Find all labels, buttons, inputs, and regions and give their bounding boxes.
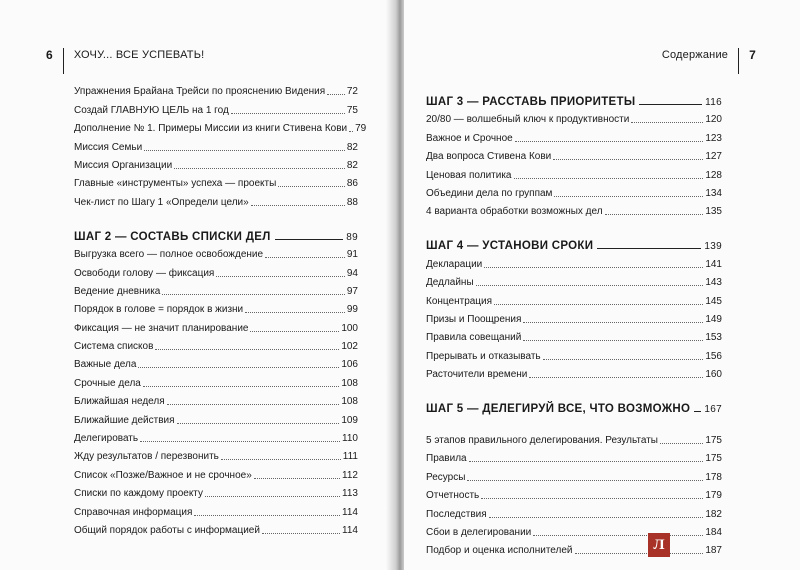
toc-entry-page: 94 [346, 267, 358, 279]
section-title: ШАГ 2 — СОСТАВЬ СПИСКИ ДЕЛ [74, 230, 271, 243]
toc-entry-title: Последствия [426, 508, 487, 520]
dot-leader [514, 178, 704, 179]
toc-entry-page: 120 [705, 114, 722, 126]
dot-leader [481, 498, 703, 499]
toc-entry-title: Создай ГЛАВНУЮ ЦЕЛЬ на 1 год [74, 104, 229, 116]
right-running-title: Содержание [661, 49, 729, 61]
toc-entry-title: Призы и Поощрения [426, 313, 522, 325]
toc-entry-title: Ближайшие действия [74, 414, 175, 426]
toc-entry-page: 113 [342, 488, 358, 500]
head-divider [738, 48, 739, 74]
toc-entry-title: Дедлайны [426, 277, 474, 289]
section-title: ШАГ 3 — РАССТАВЬ ПРИОРИТЕТЫ [426, 96, 636, 108]
toc-entry-title: Выгрузка всего — полное освобождение [74, 249, 264, 261]
dot-leader [162, 294, 345, 295]
dot-leader [177, 423, 340, 424]
toc-entry-title: Объедини дела по группам [426, 187, 553, 199]
toc-entry-page: 111 [342, 451, 358, 463]
toc-entry-title: Миссия Организации [74, 159, 173, 171]
toc-entry [74, 353, 358, 371]
toc-entry-page: 109 [341, 414, 358, 426]
toc-entry-page: 135 [705, 206, 722, 218]
section-rule [597, 248, 701, 249]
left-running-head [46, 46, 204, 64]
toc-entry-title: Порядок в голове = порядок в жизни [74, 304, 244, 316]
toc-entry-title: Ресурсы [426, 471, 466, 483]
dot-leader [140, 441, 340, 442]
toc-entry-title: 20/80 — волшебный ключ к продуктивности [426, 114, 630, 126]
left-page [0, 0, 396, 570]
toc-entry-title: Правила [426, 453, 467, 465]
toc-entry [74, 280, 358, 298]
toc-entry-page: 141 [705, 258, 722, 270]
toc-entry [74, 98, 358, 116]
dot-leader [529, 377, 703, 378]
dot-leader [205, 496, 340, 497]
dot-leader [327, 94, 345, 95]
toc-entry [426, 163, 722, 181]
dot-leader [469, 461, 704, 462]
right-page-number: 7 [749, 48, 756, 62]
toc-entry-title: Срочные дела [74, 377, 141, 389]
toc-entry-title: Два вопроса Стивена Кови [426, 151, 552, 163]
toc-entry [74, 316, 358, 334]
toc-entry [74, 500, 358, 518]
publisher-logo: Л [648, 533, 670, 557]
toc-entry-page: 91 [346, 249, 358, 261]
toc-entry [426, 252, 722, 270]
toc-entry-page: 156 [705, 350, 722, 362]
dot-leader [494, 304, 703, 305]
toc-entry-page: 75 [346, 104, 358, 116]
section-title: ШАГ 5 — ДЕЛЕГИРУЙ ВСЕ, ЧТО ВОЗМОЖНО [426, 403, 691, 416]
toc-entry-page: 182 [705, 508, 722, 520]
dot-leader [155, 349, 339, 350]
dot-leader [174, 168, 345, 169]
toc-entry-title: Чек-лист по Шагу 1 «Определи цели» [74, 196, 249, 208]
toc-entry-page: 153 [705, 332, 722, 344]
dot-leader [553, 159, 703, 160]
toc-entry-title: Правила совещаний [426, 332, 522, 344]
dot-leader [575, 553, 704, 554]
toc-entry-title: Важное и Срочное [426, 132, 513, 144]
toc-entry-title: Делегировать [74, 433, 139, 445]
toc-section-heading [426, 82, 722, 108]
toc-entry-page: 134 [705, 187, 722, 199]
toc-entry-page: 97 [346, 285, 358, 297]
dot-leader [265, 257, 345, 258]
left-toc [74, 80, 367, 537]
section-title: ШАГ 4 — УСТАНОВИ СРОКИ [426, 240, 594, 253]
toc-entry-title: Освободи голову — фиксация [74, 267, 215, 279]
toc-section-heading [74, 217, 358, 243]
toc-entry-title: Ближайшая неделя [74, 396, 165, 408]
toc-entry-title: Сбои в делегировании [426, 527, 532, 539]
toc-entry [74, 445, 358, 463]
section-rule [275, 239, 344, 240]
toc-entry-page: 178 [705, 471, 722, 483]
section-page: 167 [704, 404, 722, 416]
toc-section-heading [426, 389, 722, 415]
toc-entry [426, 484, 722, 502]
toc-entry [74, 408, 358, 426]
toc-entry-page: 88 [346, 196, 358, 208]
dot-leader [660, 443, 703, 444]
section-page: 116 [705, 97, 722, 108]
section-rule [639, 104, 702, 105]
toc-entry-title: Прерывать и отказывать [426, 350, 541, 362]
toc-entry-title: Ведение дневника [74, 285, 161, 297]
toc-entry-page: 112 [342, 469, 358, 481]
dot-leader [467, 480, 703, 481]
toc-entry-title: 5 этапов правильного делегирования. Результаты [426, 435, 658, 447]
toc-entry-title: 4 варианта обработки возможных дел [426, 206, 603, 218]
toc-entry-title: Подбор и оценка исполнителей [426, 545, 573, 557]
dot-leader [254, 478, 340, 479]
toc-entry [74, 371, 358, 389]
section-page: 89 [346, 231, 358, 243]
toc-entry [426, 344, 722, 362]
toc-entry-page: 108 [341, 377, 358, 389]
left-running-title: ХОЧУ... ВСЕ УСПЕВАТЬ! [73, 49, 205, 61]
toc-entry [74, 243, 358, 261]
toc-entry [74, 427, 358, 445]
toc-entry-page: 114 [342, 506, 358, 518]
dot-leader [533, 535, 703, 536]
toc-section-heading [426, 226, 722, 252]
dot-leader [245, 312, 345, 313]
toc-entry-page: 184 [705, 527, 722, 539]
dot-leader [605, 214, 704, 215]
dot-leader [250, 331, 339, 332]
toc-entry-page: 106 [341, 359, 358, 371]
toc-entry-page: 102 [341, 341, 358, 353]
dot-leader [515, 141, 704, 142]
toc-entry [74, 172, 358, 190]
toc-entry [426, 108, 722, 126]
toc-entry-title: Концентрация [426, 295, 493, 307]
toc-entry [74, 190, 358, 208]
toc-entry [426, 363, 722, 381]
toc-entry [426, 521, 722, 539]
toc-entry [426, 126, 722, 144]
dot-leader [194, 515, 340, 516]
toc-entry-title: Расточители времени [426, 369, 528, 381]
toc-entry [74, 519, 358, 537]
toc-entry [74, 135, 358, 153]
dot-leader [167, 404, 340, 405]
dot-leader [262, 533, 340, 534]
toc-entry-page: 100 [341, 322, 358, 334]
toc-entry [426, 289, 722, 307]
toc-entry [426, 326, 722, 344]
toc-entry-page: 145 [705, 295, 722, 307]
toc-entry [426, 271, 722, 289]
toc-entry [426, 447, 722, 465]
toc-entry-title: Жду результатов / перезвонить [74, 451, 219, 463]
toc-entry-page: 175 [705, 435, 722, 447]
dot-leader [143, 386, 339, 387]
toc-entry [426, 145, 722, 163]
toc-entry-page: 179 [705, 490, 722, 502]
dot-leader [216, 276, 345, 277]
toc-entry [426, 539, 722, 557]
toc-entry-page: 187 [705, 545, 722, 557]
toc-entry [426, 502, 722, 520]
toc-entry-page: 108 [341, 396, 358, 408]
dot-leader [138, 367, 339, 368]
toc-entry-title: Справочная информация [74, 506, 193, 518]
toc-entry-title: Фиксация — не значит планирование [74, 322, 249, 334]
toc-entry-page: 114 [342, 524, 358, 536]
toc-entry [74, 335, 358, 353]
section-page: 139 [704, 241, 722, 253]
dot-leader [543, 359, 704, 360]
toc-entry-page: 127 [705, 151, 722, 163]
toc-entry [74, 80, 358, 98]
toc-entry [426, 200, 722, 218]
dot-leader [523, 340, 703, 341]
toc-entry-page: 99 [346, 304, 358, 316]
toc-entry-page: 72 [346, 86, 358, 98]
toc-entry-title: Дополнение № 1. Примеры Миссии из книги Стивена Кови [74, 123, 348, 135]
dot-leader [489, 517, 704, 518]
toc-entry-page: 82 [346, 159, 358, 171]
toc-entry [426, 308, 722, 326]
toc-entry [74, 117, 367, 135]
toc-entry-page: 123 [705, 132, 722, 144]
dot-leader [278, 186, 345, 187]
section-rule [694, 411, 701, 412]
dot-leader [554, 196, 703, 197]
toc-entry-page: 82 [346, 141, 358, 153]
toc-entry [74, 463, 358, 481]
dot-leader [523, 322, 703, 323]
toc-entry-title: Миссия Семьи [74, 141, 143, 153]
dot-leader [476, 285, 704, 286]
toc-entry [426, 465, 722, 483]
toc-entry-page: 160 [705, 369, 722, 381]
dot-leader [349, 131, 353, 132]
toc-entry-title: Система списков [74, 341, 154, 353]
dot-leader [231, 113, 345, 114]
toc-entry-title: Важные дела [74, 359, 137, 371]
dot-leader [251, 205, 345, 206]
toc-entry-page: 110 [342, 433, 358, 445]
left-page-number: 6 [46, 48, 53, 62]
toc-entry [74, 482, 358, 500]
toc-entry-title: Общий порядок работы с информацией [74, 524, 260, 536]
dot-leader [144, 150, 345, 151]
toc-entry-title: Списки по каждому проекту [74, 488, 204, 500]
toc-entry-page: 128 [705, 169, 722, 181]
toc-entry [74, 298, 358, 316]
toc-entry-title: Отчетность [426, 490, 480, 502]
toc-entry-page: 86 [346, 178, 358, 190]
dot-leader [221, 459, 341, 460]
right-toc [426, 82, 722, 557]
dot-leader [484, 267, 703, 268]
toc-entry [74, 261, 358, 279]
toc-entry-page: 149 [705, 313, 722, 325]
head-divider [63, 48, 64, 74]
toc-entry-title: Ценовая политика [426, 169, 512, 181]
toc-entry-title: Упражнения Брайана Трейси по прояснению Видения [74, 86, 326, 98]
toc-entry-title: Главные «инструменты» успеха — проекты [74, 178, 277, 190]
toc-entry-page: 143 [705, 277, 722, 289]
toc-entry-title: Список «Позже/Важное и не срочное» [74, 469, 252, 481]
toc-entry-page: 79 [355, 123, 367, 135]
right-running-head [662, 46, 756, 64]
dot-leader [631, 122, 703, 123]
toc-entry-title: Декларации [426, 258, 483, 270]
toc-entry [426, 415, 722, 447]
toc-entry [74, 390, 358, 408]
right-page [404, 0, 800, 570]
toc-entry-page: 175 [705, 453, 722, 465]
toc-entry [426, 182, 722, 200]
toc-entry [74, 154, 358, 172]
